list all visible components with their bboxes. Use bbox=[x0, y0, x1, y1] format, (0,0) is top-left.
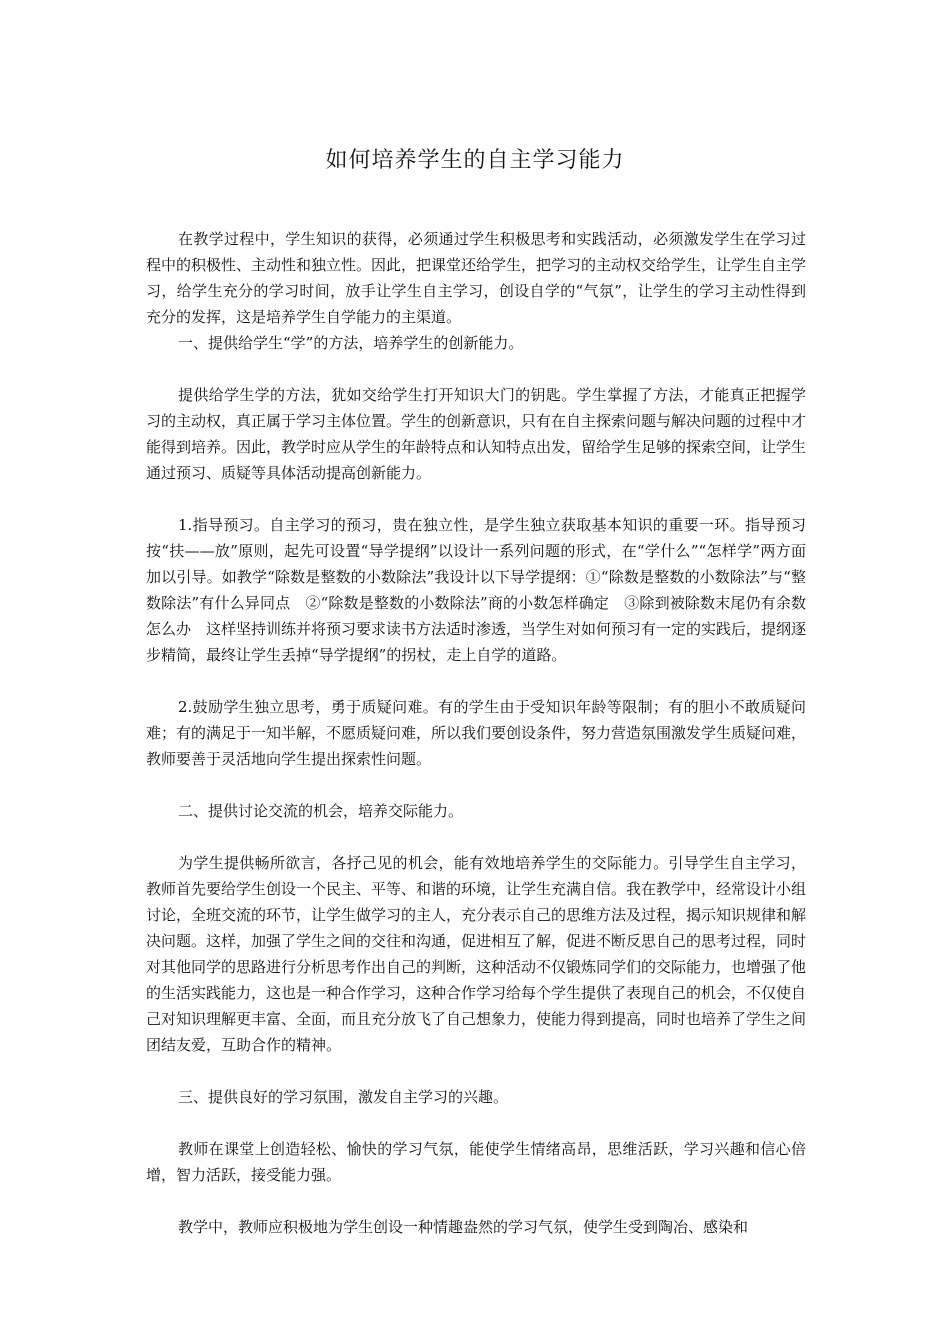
body-paragraph: 2.鼓励学生独立思考，勇于质疑问难。有的学生由于受知识年龄等限制；有的胆小不敢质疑问难；有的满足于一知半解，不愿质疑问难，所以我们要创设条件，努力营造氛围激发学生质疑问难，教师要善于灵活地向学生提出探索性问题。 bbox=[146, 698, 807, 768]
body-paragraph: 1.指导预习。自主学习的预习，贵在独立性，是学生独立获取基本知识的重要一环。指导预习按“扶——放”原则，起先可设置“导学提纲”以设计一系列问题的形式，在“学什么”“怎样学”两方面加以引导。如教学“除数是整数的小数除法”我设计以下导学提纲：①“除数是整数的小数除法”与“整数除法”有什么异同点 ②“除数是整数的小数除法”商的小数怎样确定 ③除到被除数末尾仍有余数怎么办 这样坚持训练并将预习要求读书方法适时渗透，当学生对如何预习有一定的实践后，提纲逐步精简，最终让学生丢掉“导学提纲”的拐杖，走上自学的道路。 bbox=[146, 516, 807, 664]
section-heading-3: 三、提供良好的学习氛围，激发自主学习的兴趣。 bbox=[178, 1088, 509, 1106]
section-heading-1: 一、提供给学生“学”的方法，培养学生的创新能力。 bbox=[178, 334, 524, 352]
paragraph-spacer bbox=[146, 824, 806, 850]
paragraph-spacer bbox=[146, 486, 806, 512]
body-paragraph: 教学中，教师应积极地为学生创设一种情趣盎然的学习气氛，使学生受到陶冶、感染和 bbox=[178, 1218, 749, 1236]
document-title: 如何培养学生的自主学习能力 bbox=[325, 148, 625, 173]
paragraph-spacer bbox=[146, 1058, 806, 1084]
body-paragraph: 为学生提供畅所欲言，各抒己见的机会，能有效地培养学生的交际能力。引导学生自主学习，教师首先要给学生创设一个民主、平等、和谐的环境，让学生充满自信。我在教学中，经常设计小组讨论，全班交流的环节，让学生做学习的主人，充分表示自己的思维方法及过程，揭示知识规律和解决问题。这样，加强了学生之间的交往和沟通，促进相互了解，促进不断反思自己的思考过程，同时对其他同学的思路进行分析思考作出自己的判断，这种活动不仅锻炼同学们的交际能力，也增强了他的生活实践能力，这也是一种合作学习，这种合作学习给每个学生提供了表现自己的机会，不仅使自己对知识理解更丰富、全面，而且充分放飞了自己想象力，使能力得到提高，同时也培养了学生之间团结友爱，互助合作的精神。 bbox=[146, 854, 807, 1054]
paragraph-spacer bbox=[146, 1110, 806, 1136]
intro-paragraph: 在教学过程中，学生知识的获得，必须通过学生积极思考和实践活动，必须激发学生在学习过程中的积极性、主动性和独立性。因此，把课堂还给学生，把学习的主动权交给学生，让学生自主学习，给学生充分的学习时间，放手让学生自主学习，创设自学的“气氛”，让学生的学习主动性得到充分的发挥，这是培养学生自学能力的主渠道。 bbox=[146, 230, 807, 326]
paragraph-spacer bbox=[146, 668, 806, 694]
body-paragraph: 提供给学生学的方法，犹如交给学生打开知识大门的钥匙。学生掌握了方法，才能真正把握学习的主动权，真正属于学习主体位置。学生的创新意识，只有在自主探索问题与解决问题的过程中才能得到培养。因此，教学时应从学生的年龄特点和认知特点出发，留给学生足够的探索空间，让学生通过预习、质疑等具体活动提高创新能力。 bbox=[146, 386, 807, 482]
section-heading-2: 二、提供讨论交流的机会，培养交际能力。 bbox=[178, 802, 464, 820]
paragraph-spacer bbox=[146, 356, 806, 382]
document-body bbox=[146, 226, 806, 1240]
body-paragraph: 教师在课堂上创造轻松、愉快的学习气氛，能使学生情绪高昂，思维活跃，学习兴趣和信心倍增，智力活跃，接受能力强。 bbox=[146, 1140, 806, 1184]
paragraph-spacer bbox=[146, 1188, 806, 1214]
paragraph-spacer bbox=[146, 772, 806, 798]
